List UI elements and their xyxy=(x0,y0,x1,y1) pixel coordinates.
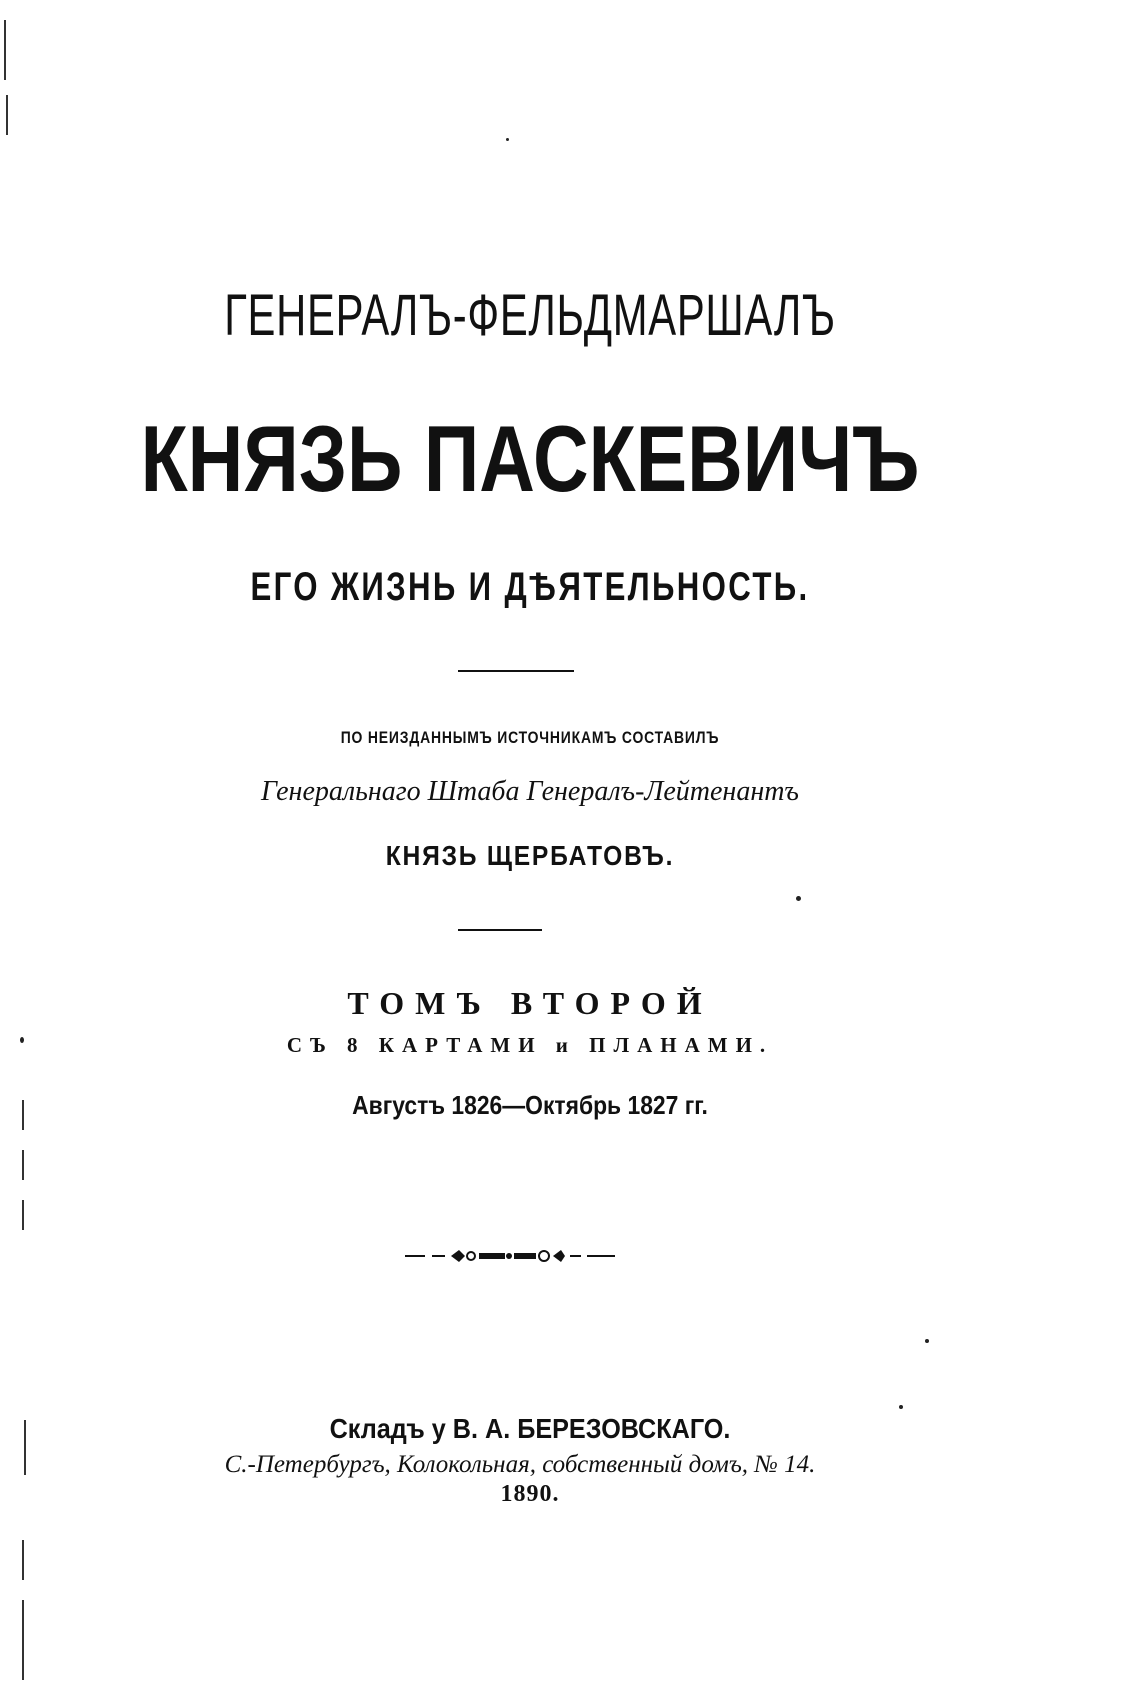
publication-year: 1890. xyxy=(500,1481,560,1507)
author-rank: Генеральнаго Штаба Генералъ-Лейтенантъ xyxy=(261,776,799,807)
rank-heading: ГЕНЕРАЛЪ-ФЕЛЬДМАРШАЛЪ xyxy=(224,283,836,348)
scan-speck xyxy=(506,138,509,141)
period-line: Августъ 1826—Октябрь 1827 гг. xyxy=(352,1090,708,1120)
book-subtitle: ЕГО ЖИЗНЬ И ДѢЯТЕЛЬНОСТЬ. xyxy=(250,565,810,609)
margin-mark xyxy=(22,1540,24,1580)
margin-mark xyxy=(4,20,6,80)
publisher-address: С.-Петербургъ, Колокольная, собственный домъ, № 14. xyxy=(224,1451,816,1478)
book-title: КНЯЗЬ ПАСКЕВИЧЪ xyxy=(140,406,920,511)
margin-mark xyxy=(22,1150,24,1180)
volume-label: ТОМЪ ВТОРОЙ xyxy=(347,985,713,1021)
sources-line: ПО НЕИЗДАННЫМЪ ИСТОЧНИКАМЪ СОСТАВИЛЪ xyxy=(340,728,720,747)
scan-speck xyxy=(796,896,801,901)
publisher-line: Складъ у В. А. БЕРЕЗОВСКАГО. xyxy=(329,1413,731,1444)
scan-speck xyxy=(20,1037,24,1043)
margin-mark xyxy=(22,1600,24,1680)
divider-rule-1 xyxy=(458,670,574,672)
divider-rule-2 xyxy=(458,929,542,931)
author-name: КНЯЗЬ ЩЕРБАТОВЪ. xyxy=(385,840,675,871)
margin-mark xyxy=(6,95,8,135)
ornament-divider xyxy=(405,1245,615,1267)
margin-mark xyxy=(22,1100,24,1130)
margin-mark xyxy=(22,1200,24,1230)
margin-mark xyxy=(24,1420,26,1475)
maps-note: СЪ 8 КАРТАМИ и ПЛАНАМИ. xyxy=(286,1033,774,1057)
scan-speck xyxy=(899,1405,903,1409)
scan-speck xyxy=(925,1339,929,1343)
